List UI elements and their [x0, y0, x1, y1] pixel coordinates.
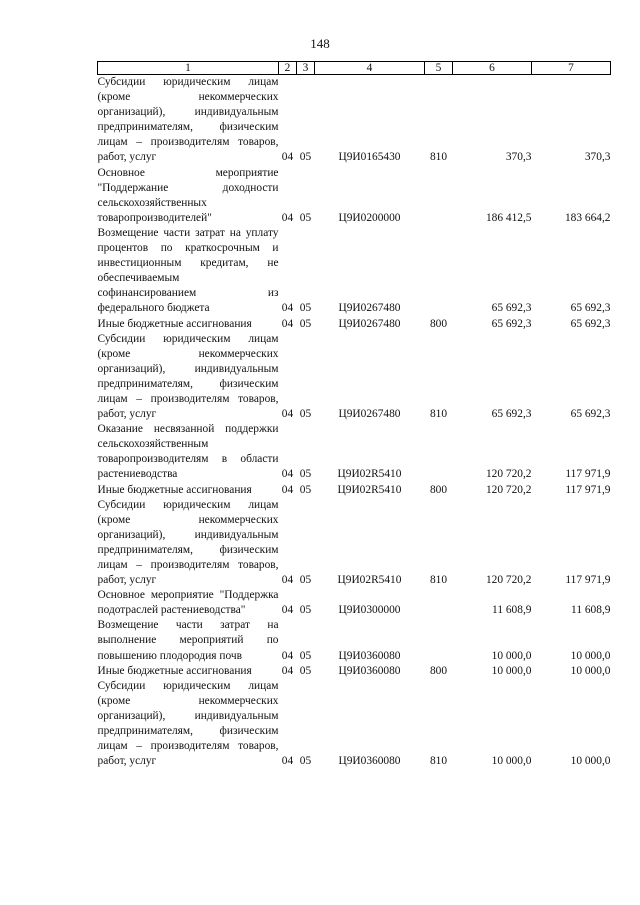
table-row	[98, 226, 611, 317]
target-article-code: Ц9И02R5410	[337, 574, 402, 587]
subsection-code: 05	[299, 755, 312, 768]
amount-year-1: 120 720,2	[485, 574, 532, 587]
target-article-code: Ц9И0360080	[338, 649, 401, 662]
table-row	[98, 588, 611, 618]
target-article-code: Ц9И02R5410	[337, 483, 402, 496]
table-row	[98, 166, 611, 226]
amount-year-1: 65 692,3	[491, 408, 532, 421]
target-article-code: Ц9И0267480	[338, 408, 401, 421]
subsection-code: 05	[299, 483, 312, 496]
section-code: 04	[281, 649, 294, 662]
column-header: 1	[98, 62, 279, 75]
section-code: 04	[281, 151, 294, 164]
amount-year-1: 186 412,5	[485, 211, 532, 224]
target-article-code: Ц9И0200000	[338, 211, 401, 224]
amount-year-1: 11 608,9	[492, 604, 532, 617]
amount-year-2: 10 000,0	[570, 649, 611, 662]
table-row	[98, 75, 611, 166]
subsection-code: 05	[299, 649, 312, 662]
item-name: Субсидии юридическим лицам (кроме некоммерческих организаций), индивидуальным предпринимателям, физическим лицам – производителям товаров, работ, услуг	[97, 498, 279, 587]
subsection-code: 05	[299, 408, 312, 421]
subsection-code: 05	[299, 317, 312, 330]
section-code: 04	[281, 604, 294, 617]
expense-type-code: 800	[429, 483, 448, 496]
column-header: 2	[279, 62, 297, 75]
expense-type-code	[425, 166, 453, 226]
item-name: Основное мероприятие "Поддержка подотраслей растениеводства"	[97, 589, 279, 617]
expense-type-code: 810	[429, 755, 448, 768]
subsection-code: 05	[299, 302, 312, 315]
column-header: 5	[425, 62, 453, 75]
subsection-code: 05	[299, 211, 312, 224]
subsection-code: 05	[299, 151, 312, 164]
amount-year-1: 10 000,0	[491, 664, 532, 677]
subsection-code: 05	[299, 664, 312, 677]
amount-year-2: 10 000,0	[570, 664, 611, 677]
section-code: 04	[281, 483, 294, 496]
item-name: Субсидии юридическим лицам (кроме некоммерческих организаций), индивидуальным предпринимателям, физическим лицам – производителям товаров, работ, услуг	[97, 679, 279, 768]
target-article-code: Ц9И0267480	[338, 317, 401, 330]
amount-year-2: 117 971,9	[565, 468, 611, 481]
amount-year-1: 10 000,0	[491, 755, 532, 768]
expense-type-code	[425, 618, 453, 663]
column-header: 7	[532, 62, 611, 75]
amount-year-2: 11 608,9	[571, 604, 611, 617]
amount-year-2: 370,3	[584, 151, 611, 164]
table-row	[98, 664, 611, 679]
expense-type-code: 800	[429, 664, 448, 677]
section-code: 04	[281, 468, 294, 481]
table-row	[98, 498, 611, 589]
table-row	[98, 679, 611, 770]
amount-year-1: 120 720,2	[485, 483, 532, 496]
amount-year-2: 117 971,9	[565, 574, 611, 587]
target-article-code: Ц9И0360080	[338, 664, 401, 677]
section-code: 04	[281, 574, 294, 587]
table-row	[98, 483, 611, 498]
table-row	[98, 422, 611, 482]
table-row	[98, 317, 611, 332]
column-header: 3	[297, 62, 315, 75]
subsection-code: 05	[299, 468, 312, 481]
target-article-code: Ц9И0300000	[338, 604, 401, 617]
section-code: 04	[281, 302, 294, 315]
section-code: 04	[281, 317, 294, 330]
target-article-code: Ц9И02R5410	[337, 468, 402, 481]
amount-year-2: 183 664,2	[564, 211, 611, 224]
amount-year-1: 65 692,3	[491, 317, 532, 330]
item-name: Иные бюджетные ассигнования	[97, 483, 252, 496]
amount-year-1: 120 720,2	[485, 468, 532, 481]
amount-year-2: 117 971,9	[565, 483, 611, 496]
amount-year-2: 65 692,3	[570, 408, 611, 421]
amount-year-1: 65 692,3	[491, 302, 532, 315]
item-name: Иные бюджетные ассигнования	[97, 664, 252, 677]
item-name: Возмещение части затрат на уплату процентов по краткосрочным и инвестиционным кредитам, не обеспечиваемым софинансированием из федерального бюджета	[97, 226, 279, 315]
amount-year-1: 10 000,0	[491, 649, 532, 662]
column-header: 4	[315, 62, 425, 75]
item-name: Основное мероприятие "Поддержание доходности сельскохозяйственных товаропроизводителей"	[97, 166, 279, 224]
expense-type-code: 810	[429, 151, 448, 164]
item-name: Возмещение части затрат на выполнение мероприятий по повышению плодородия почв	[97, 619, 279, 662]
section-code: 04	[281, 755, 294, 768]
item-name: Субсидии юридическим лицам (кроме некоммерческих организаций), индивидуальным предпринимателям, физическим лицам – производителям товаров, работ, услуг	[97, 76, 279, 164]
target-article-code: Ц9И0165430	[338, 151, 401, 164]
table-row	[98, 332, 611, 423]
expense-type-code: 810	[429, 574, 448, 587]
item-name: Оказание несвязанной поддержки сельскохозяйственным товаропроизводителям в области растениеводства	[97, 423, 279, 481]
section-code: 04	[281, 408, 294, 421]
expense-type-code	[425, 588, 453, 618]
amount-year-2: 65 692,3	[570, 317, 611, 330]
subsection-code: 05	[299, 604, 312, 617]
section-code: 04	[281, 664, 294, 677]
amount-year-2: 65 692,3	[570, 302, 611, 315]
expense-type-code	[425, 226, 453, 317]
target-article-code: Ц9И0360080	[338, 755, 401, 768]
page-number: 148	[310, 36, 330, 51]
amount-year-2: 10 000,0	[570, 755, 611, 768]
expense-type-code: 810	[429, 408, 448, 421]
item-name: Иные бюджетные ассигнования	[97, 317, 252, 330]
item-name: Субсидии юридическим лицам (кроме некоммерческих организаций), индивидуальным предпринимателям, физическим лицам – производителям товаров, работ, услуг	[97, 332, 279, 421]
table-row	[98, 618, 611, 663]
amount-year-1: 370,3	[505, 151, 532, 164]
subsection-code: 05	[299, 574, 312, 587]
table-header-row	[98, 62, 611, 75]
expense-type-code	[425, 422, 453, 482]
expense-type-code: 800	[429, 317, 448, 330]
column-header: 6	[453, 62, 532, 75]
section-code: 04	[281, 211, 294, 224]
target-article-code: Ц9И0267480	[338, 302, 401, 315]
budget-table	[97, 61, 611, 769]
